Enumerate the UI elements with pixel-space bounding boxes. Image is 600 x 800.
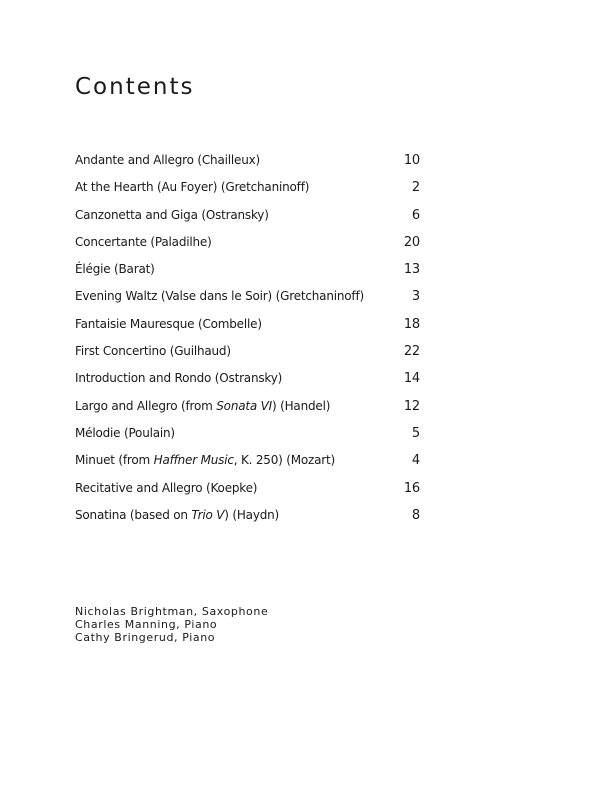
toc-entry-title: Mélodie (Poulain) <box>75 425 175 440</box>
performer-credits <box>75 605 268 644</box>
toc-entry <box>75 235 420 262</box>
toc-entry <box>75 399 420 426</box>
toc-page-number: 18 <box>403 316 420 332</box>
toc-page-number: 6 <box>411 207 420 223</box>
toc-page-number: 5 <box>411 425 420 441</box>
toc-entry <box>75 344 420 371</box>
toc-entry-title: Canzonetta and Giga (Ostransky) <box>75 207 269 222</box>
toc-entry <box>75 289 420 316</box>
toc-page-number: 20 <box>403 234 420 250</box>
credit-line: Nicholas Brightman, Saxophone <box>75 605 269 618</box>
toc-entry-title: Concertante (Paladilhe) <box>75 234 212 249</box>
toc-entry-title: First Concertino (Guilhaud) <box>75 344 231 359</box>
toc-entry <box>75 208 420 235</box>
toc-page-number: 13 <box>403 262 420 278</box>
toc-entry <box>75 426 420 453</box>
toc-page-number: 16 <box>403 480 420 496</box>
toc-entry-title: Élégie (Barat) <box>75 262 155 277</box>
toc-entry-title: Andante and Allegro (Chailleux) <box>75 153 260 167</box>
page-title: Contents <box>75 74 195 100</box>
toc-page-number: 22 <box>403 344 420 360</box>
toc-page-number: 8 <box>411 507 420 523</box>
toc-entry-title: Sonatina (based on Trio V) (Haydn) <box>75 507 280 522</box>
toc-page-number: 14 <box>403 371 420 387</box>
toc-entry-title: Introduction and Rondo (Ostransky) <box>75 371 283 386</box>
toc-entry-title: Minuet (from Haffner Music, K. 250) (Mozart) <box>75 453 336 468</box>
toc-entry <box>75 453 420 480</box>
toc-entry-title: Recitative and Allegro (Koepke) <box>75 480 258 495</box>
toc-entry <box>75 317 420 344</box>
toc-entry-title: Evening Waltz (Valse dans le Soir) (Gretchaninoff) <box>75 289 364 304</box>
toc-page-number: 10 <box>403 153 420 168</box>
toc-entry <box>75 262 420 289</box>
toc-page-number: 2 <box>411 180 420 196</box>
toc-entry <box>75 153 420 180</box>
toc-entry-title: Fantaisie Mauresque (Combelle) <box>75 316 262 331</box>
toc-page-number: 4 <box>411 453 420 469</box>
credit-line: Charles Manning, Piano <box>75 618 218 631</box>
toc-entry-title: Largo and Allegro (from Sonata VI) (Handel) <box>75 398 331 413</box>
toc-entry <box>75 180 420 207</box>
toc-entry <box>75 508 420 535</box>
toc-page-number: 12 <box>403 398 420 414</box>
toc-entry <box>75 481 420 508</box>
credit-line: Cathy Bringerud, Piano <box>75 631 216 644</box>
toc-entry-title: At the Hearth (Au Foyer) (Gretchaninoff) <box>75 180 310 195</box>
toc-entry <box>75 371 420 398</box>
table-of-contents <box>75 153 420 535</box>
toc-page-number: 3 <box>411 289 420 305</box>
